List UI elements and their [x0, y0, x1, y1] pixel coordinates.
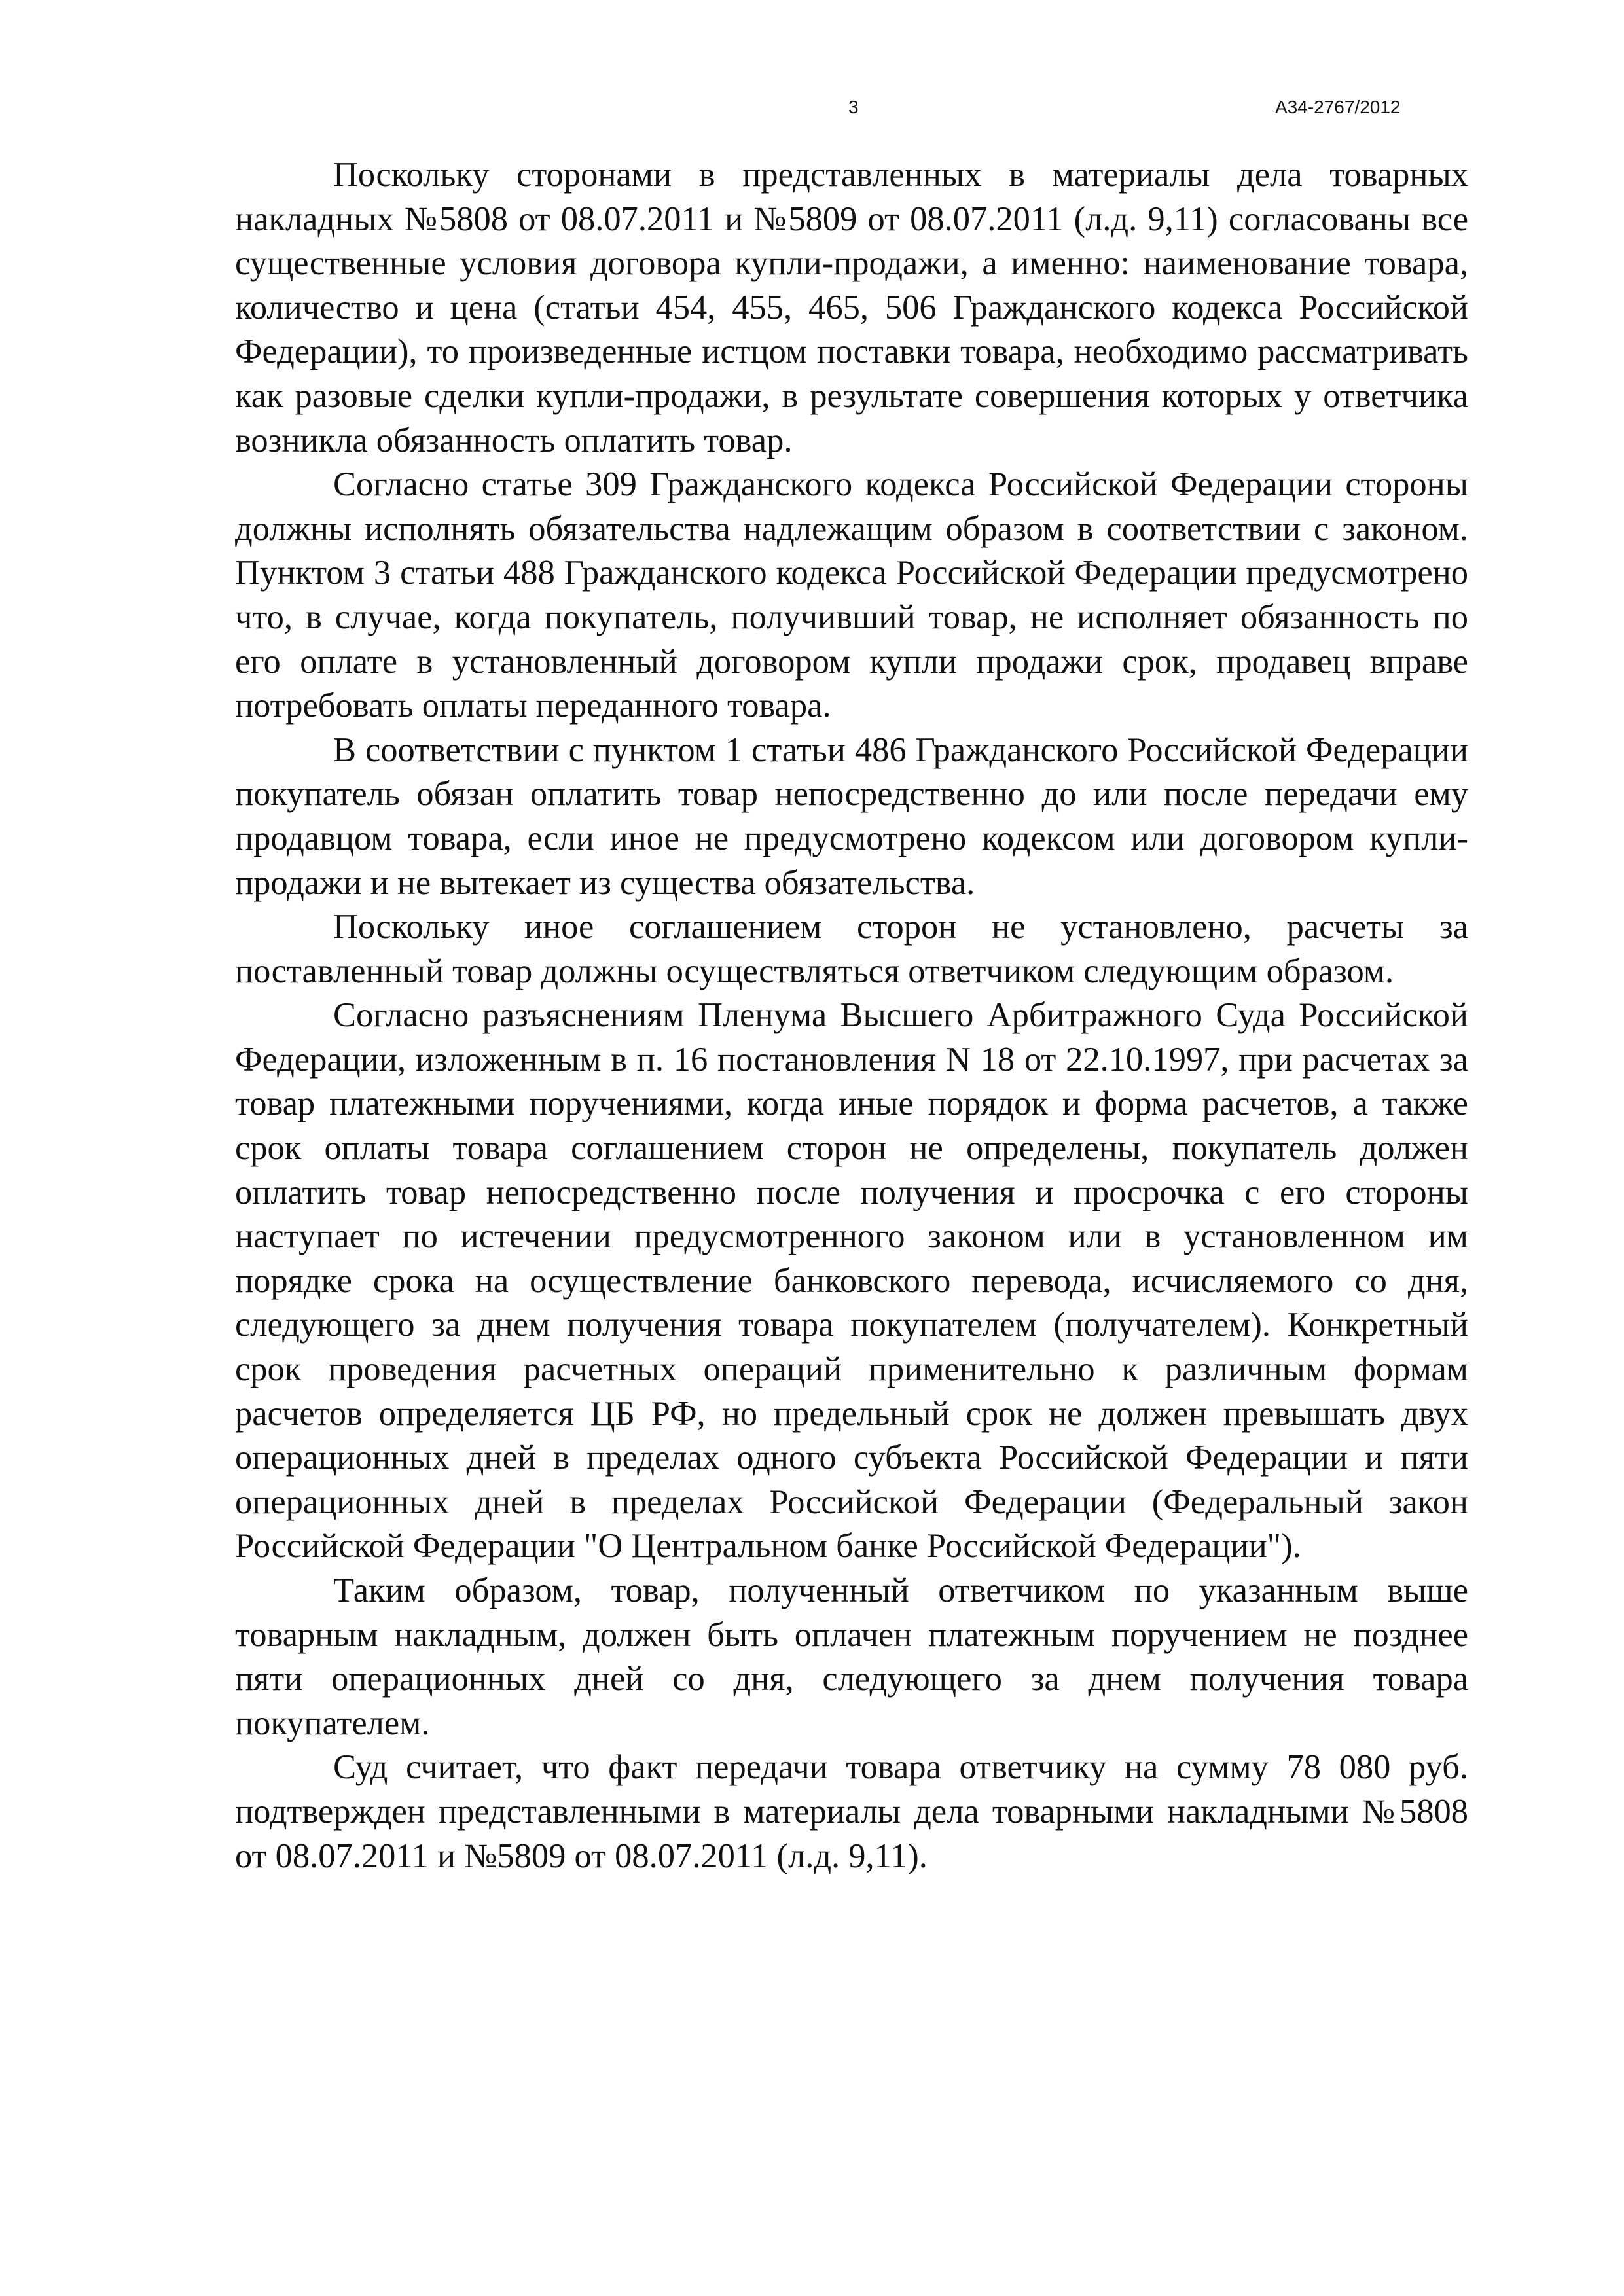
case-number: А34-2767/2012	[1275, 97, 1401, 117]
page-number: 3	[848, 97, 859, 117]
paragraph: В соответствии с пунктом 1 статьи 486 Гражданского Российской Федерации покупатель обязан оплатить товар непосредственно до или после передачи ему продавцом товара, если иное не предусмотрено кодексом или договором купли-продажи и не вытекает из существа обязательства.	[235, 730, 1468, 902]
paragraph: Таким образом, товар, полученный ответчиком по указанным выше товарным накладным, должен быть оплачен платежным поручением не позднее пяти операционных дней со дня, следующего за днем получения товара покупателем.	[235, 1571, 1468, 1742]
paragraph: Согласно разъяснениям Пленума Высшего Арбитражного Суда Российской Федерации, изложенным в п. 16 постановления N 18 от 22.10.1997, при расчетах за товар платежными поручениями, когда иные порядок и форма расчетов, а также срок оплаты товара соглашением сторон не определены, покупатель должен оплатить товар непосредственно после получения и просрочка с его стороны наступает по истечении предусмотренного законом или в установленном им порядке срока на осуществление банковского перевода, исчисляемого со дня, следующего за днем получения товара покупателем (получателем). Конкретный срок проведения расчетных операций применительно к различным формам расчетов определяется ЦБ РФ, но предельный срок не должен превышать двух операционных дней в пределах одного субъекта Российской Федерации и пяти операционных дней в пределах Российской Федерации (Федеральный закон Российской Федерации "О Центральном банке Российской Федерации").	[235, 996, 1468, 1566]
paragraph: Согласно статье 309 Гражданского кодекса Российской Федерации стороны должны исполнять обязательства надлежащим образом в соответствии с законом. Пунктом 3 статьи 488 Гражданского кодекса Российской Федерации предусмотрено что, в случае, когда покупатель, получивший товар, не исполняет обязанность по его оплате в установленный договором купли продажи срок, продавец вправе потребовать оплаты переданного товара.	[235, 465, 1468, 725]
document-body	[235, 153, 1468, 1878]
paragraph: Поскольку иное соглашением сторон не установлено, расчеты за поставленный товар должны осуществляться ответчиком следующим образом.	[235, 908, 1468, 990]
paragraph: Суд считает, что факт передачи товара ответчику на сумму 78 080 руб. подтвержден представленными в материалы дела товарными накладными №5808 от 08.07.2011 и №5809 от 08.07.2011 (л.д. 9,11).	[235, 1748, 1468, 1875]
paragraph: Поскольку сторонами в представленных в материалы дела товарных накладных №5808 от 08.07.2011 и №5809 от 08.07.2011 (л.д. 9,11) согласованы все существенные условия договора купли-продажи, а именно: наименование товара, количество и цена (статьи 454, 455, 465, 506 Гражданского кодекса Российской Федерации), то произведенные истцом поставки товара, необходимо рассматривать как разовые сделки купли-продажи, в результате совершения которых у ответчика возникла обязанность оплатить товар.	[235, 156, 1468, 459]
page-header	[0, 97, 1624, 123]
